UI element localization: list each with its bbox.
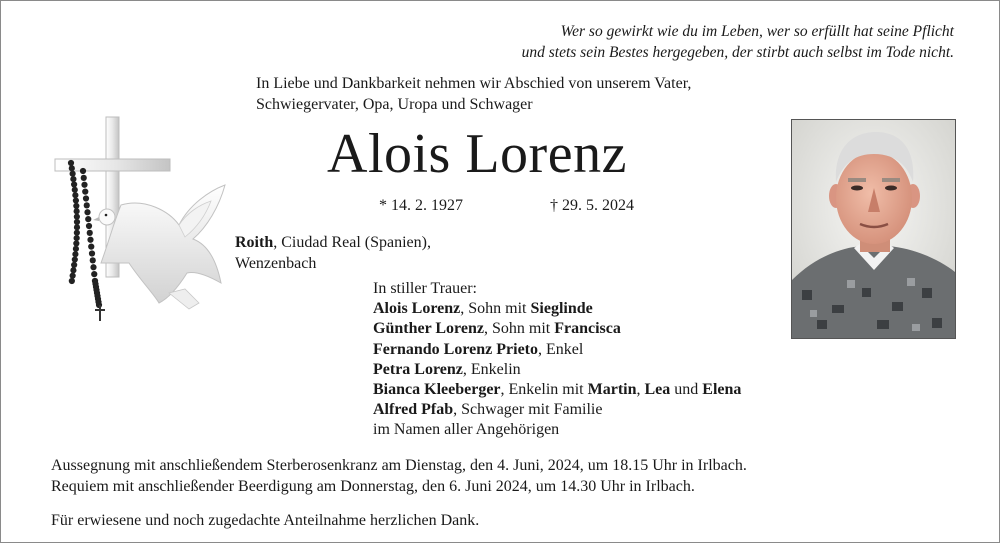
rosary-bead (89, 250, 95, 256)
mourner-separator: und (670, 381, 703, 399)
rosary-bead (69, 165, 75, 171)
mourner-name: Petra Lorenz (373, 360, 463, 378)
rosary-bead (87, 237, 93, 243)
mourner-name: Alois Lorenz (373, 300, 461, 318)
rosary-icon (68, 160, 102, 308)
intro-text (256, 73, 816, 115)
cross-rosary-dove-icon (49, 113, 229, 328)
rosary-bead (81, 175, 87, 181)
rosary-bead (72, 256, 78, 262)
service-line: Aussegnung mit anschließendem Sterberosenkranz am Dienstag, den 4. Juni, 2024, um 18.15 Uhr in Irlbach. (51, 457, 747, 474)
rosary-bead (74, 214, 80, 220)
mourner-relation: , Enkelin (462, 360, 521, 378)
mourners-heading: In stiller Trauer: (373, 280, 477, 297)
rosary-bead (72, 192, 78, 198)
rosary-bead (70, 273, 76, 279)
rosary-bead (83, 195, 89, 201)
rosary-bead (91, 271, 97, 277)
mourner-relation: , Enkel (538, 340, 584, 358)
mourner-name: Fernando Lorenz Prieto (373, 340, 539, 358)
rosary-bead (74, 224, 80, 230)
rosary-bead (74, 230, 80, 236)
mourner-name: Günther Lorenz (373, 320, 484, 338)
rosary-bead (84, 209, 90, 215)
rosary-bead (73, 197, 79, 203)
rosary-bead (72, 251, 78, 257)
mourner-row (373, 299, 741, 319)
residence-bold: Roith (235, 234, 274, 251)
rosary-bead (74, 219, 80, 225)
intro-line: In Liebe und Dankbarkeit nehmen wir Abschied von unserem Vater, (256, 75, 692, 92)
rosary-bead (69, 278, 75, 284)
mourner-partner: Martin (587, 381, 637, 399)
rosary-bead (70, 176, 76, 182)
rosary-bead (73, 246, 79, 252)
mourners-closing: im Namen aller Angehörigen (373, 421, 560, 439)
rosary-bead (82, 189, 88, 195)
mourner-relation: , Sohn mit (460, 300, 531, 318)
mourner-partner: Francisca (554, 320, 621, 338)
mourner-separator: , (636, 381, 645, 399)
thanks-note: Für erwiesene und noch zugedachte Anteilnahme herzlichen Dank. (51, 512, 480, 529)
rosary-bead (74, 235, 80, 241)
rosary-bead (86, 223, 92, 229)
service-details (51, 455, 747, 497)
rosary-bead (70, 171, 76, 177)
mourner-name: Bianca Kleeberger (373, 381, 501, 399)
birth-date: * 14. 2. 1927 (379, 197, 463, 214)
mourner-relation: , Sohn mit (483, 320, 555, 338)
rosary-bead (90, 257, 96, 263)
rosary-bead (85, 216, 91, 222)
rosary-bead (80, 168, 86, 174)
service-line: Requiem mit anschließender Beerdigung am Donnerstag, den 6. Juni 2024, um 14.30 Uhr in Irlbach. (51, 478, 695, 495)
mourner-row (373, 360, 741, 380)
rosary-bead (72, 187, 78, 193)
residence (235, 232, 431, 274)
mourners-list (373, 279, 741, 441)
mourner-row (373, 340, 741, 360)
mourner-relation: , Schwager mit Familie (453, 401, 603, 419)
deceased-name: Alois Lorenz (327, 123, 627, 185)
rosary-bead (88, 244, 94, 250)
mourner-partner: Sieglinde (530, 300, 593, 318)
mourner-name: Alfred Pfab (373, 401, 454, 419)
rosary-bead (68, 160, 74, 166)
rosary-bead (74, 208, 80, 214)
rosary-bead (84, 202, 90, 208)
rosary-bead (73, 203, 79, 209)
rosary-bead (90, 264, 96, 270)
rosary-bead (73, 240, 79, 246)
quote-line: Wer so gewirkt wie du im Leben, wer so erfüllt hat seine Pflicht (560, 23, 954, 40)
portrait-photo (791, 119, 956, 339)
residence-rest: , Ciudad Real (Spanien), (273, 234, 431, 251)
death-date: † 29. 5. 2024 (550, 197, 634, 214)
rosary-bead (87, 230, 93, 236)
rosary-bead (81, 182, 87, 188)
intro-line: Schwiegervater, Opa, Uropa und Schwager (256, 96, 533, 113)
memorial-quote (354, 21, 954, 63)
mourner-partner: Lea (644, 381, 671, 399)
mourner-row (373, 400, 741, 420)
mourner-row (373, 380, 741, 400)
rosary-bead (71, 262, 77, 268)
rosary-bead (70, 267, 76, 273)
residence-line2: Wenzenbach (235, 255, 317, 272)
rosary-bead (71, 181, 77, 187)
mourner-partner: Elena (702, 381, 742, 399)
quote-line: und stets sein Bestes hergegeben, der stirbt auch selbst im Tode nicht. (521, 44, 954, 61)
mourner-row (373, 319, 741, 339)
mourner-relation: , Enkelin mit (500, 381, 588, 399)
